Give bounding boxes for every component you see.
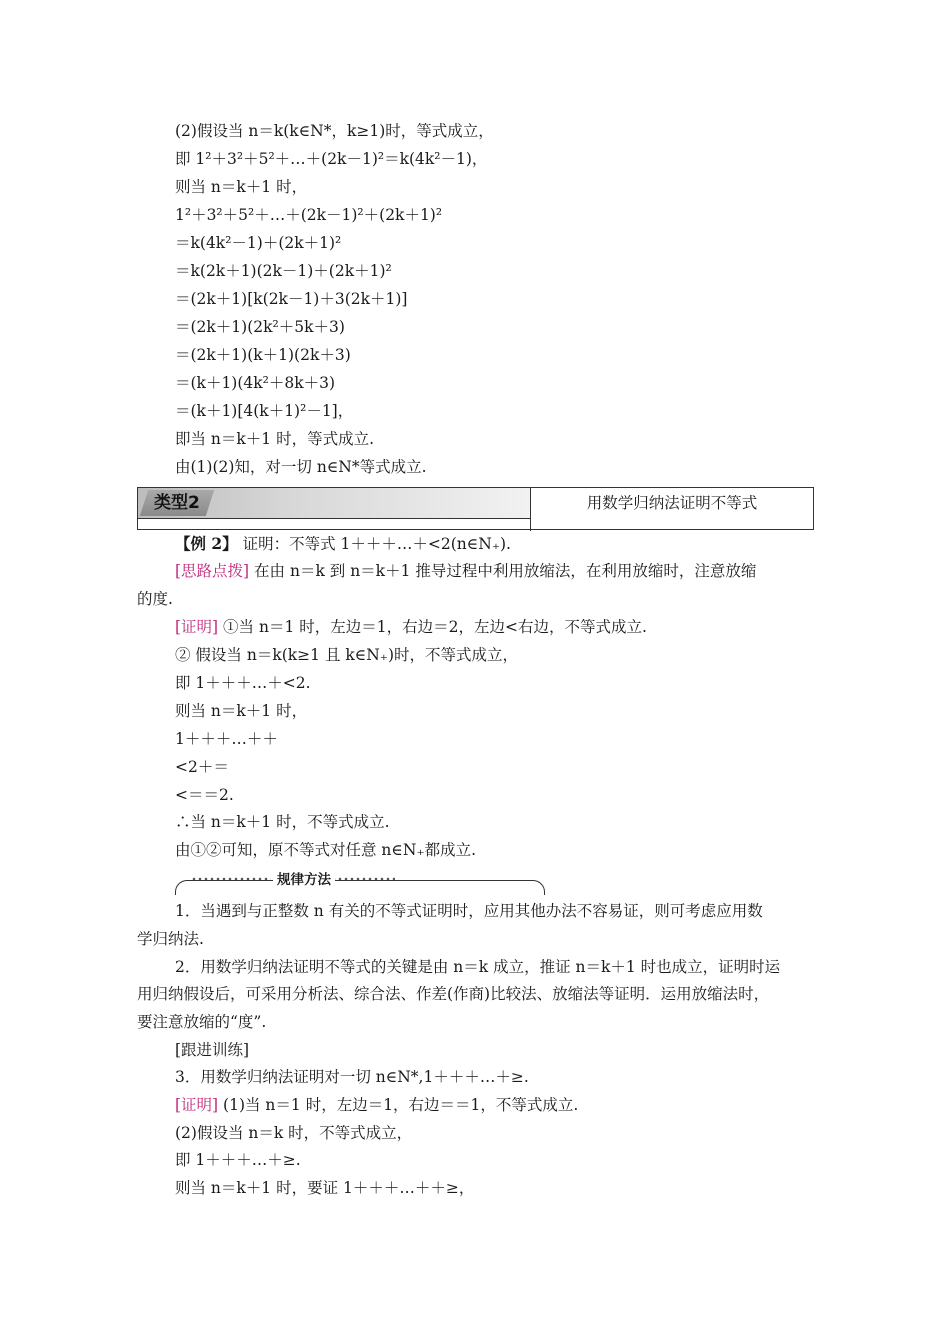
proof-line: ＝(2k＋1)(k＋1)(2k＋3) xyxy=(175,346,351,364)
method-item: 要注意放缩的“度”. xyxy=(137,1013,267,1031)
banner-title: 规律方法 xyxy=(273,871,335,889)
method-item: 用归纳假设后，可采用分析法、综合法、作差(作商)比较法、放缩法等证明．运用放缩法时， xyxy=(137,985,770,1003)
example-text: 证明：不等式 1＋＋＋…＋<2(n∈N₊). xyxy=(237,535,511,553)
proof-line: 则当 n＝k＋1 时， xyxy=(175,702,308,720)
proof-line: 即 1＋＋＋…＋≥. xyxy=(175,1151,301,1169)
section-title: 用数学归纳法证明不等式 xyxy=(586,494,758,512)
dots-decoration xyxy=(191,876,271,882)
proof-line: ∴当 n＝k＋1 时，不等式成立. xyxy=(175,813,390,831)
method-item: 学归纳法. xyxy=(137,930,204,948)
method-item: 2．用数学归纳法证明不等式的关键是由 n＝k 成立，推证 n＝k＋1 时也成立，证明时运 xyxy=(175,958,781,976)
hint-label: [思路点拨] xyxy=(175,562,250,580)
example-label: 【例 2】 xyxy=(175,534,238,553)
section-tab-text: 类型2 xyxy=(154,493,200,513)
proof-text: (1)当 n＝1 时，左边＝1，右边＝＝1，不等式成立. xyxy=(218,1096,579,1114)
proof-line: 即 1＋＋＋…＋<2. xyxy=(175,674,311,692)
method-banner xyxy=(175,871,545,895)
proof-line: <2＋＝ xyxy=(175,758,229,776)
section-tab-label xyxy=(140,490,214,516)
method-item: 1．当遇到与正整数 n 有关的不等式证明时，应用其他办法不容易证，则可考虑应用数 xyxy=(175,902,763,920)
proof-line: ＝(k＋1)(4k²＋8k＋3) xyxy=(175,374,336,392)
practice-proof-start xyxy=(175,1095,578,1115)
proof-line: ＝(2k＋1)[k(2k－1)＋3(2k＋1)] xyxy=(175,290,408,308)
proof-line: 由①②可知，原不等式对任意 n∈N₊都成立. xyxy=(175,841,477,859)
proof-line: 则当 n＝k＋1 时， xyxy=(175,178,308,196)
proof-line: (2)假设当 n＝k 时，不等式成立， xyxy=(175,1124,413,1142)
hint-text: 在由 n＝k 到 n＝k＋1 推导过程中利用放缩法，在利用放缩时，注意放缩 xyxy=(249,562,757,580)
proof-line: ＝(2k＋1)(2k²＋5k＋3) xyxy=(175,318,345,336)
proof-line: ＝k(2k＋1)(2k－1)＋(2k＋1)² xyxy=(175,262,392,280)
section-tab xyxy=(138,488,530,518)
proof-line: ＝k(4k²－1)＋(2k＋1)² xyxy=(175,234,342,252)
divider xyxy=(138,518,530,519)
proof-line: <＝＝2. xyxy=(175,786,234,804)
proof-line: 则当 n＝k＋1 时，要证 1＋＋＋…＋＋≥， xyxy=(175,1179,475,1197)
proof-line: 即 1²＋3²＋5²＋…＋(2k－1)²＝k(4k²－1)， xyxy=(175,150,488,168)
proof-line: 1＋＋＋…＋＋ xyxy=(175,730,278,748)
proof-label: [证明] xyxy=(175,618,219,636)
proof-start xyxy=(175,617,647,637)
example-statement xyxy=(175,534,511,554)
practice-heading: [跟进训练] xyxy=(175,1041,250,1059)
hint-line xyxy=(175,561,756,581)
dots-decoration xyxy=(331,876,395,882)
practice-question: 3．用数学归纳法证明对一切 n∈N*,1＋＋＋…＋≥. xyxy=(175,1068,529,1086)
proof-line: 由(1)(2)知，对一切 n∈N*等式成立. xyxy=(175,458,427,476)
proof-line: ② 假设当 n＝k(k≥1 且 k∈N₊)时，不等式成立， xyxy=(175,646,519,664)
banner-frame xyxy=(175,880,545,895)
proof-line: 即当 n＝k＋1 时，等式成立. xyxy=(175,430,375,448)
proof-line: ＝(k＋1)[4(k＋1)²－1]， xyxy=(175,402,354,420)
proof-text: ①当 n＝1 时，左边＝1，右边＝2，左边<右边，不等式成立. xyxy=(218,618,647,636)
proof-label: [证明] xyxy=(175,1096,219,1114)
section-header xyxy=(137,487,814,530)
proof-line: 1²＋3²＋5²＋…＋(2k－1)²＋(2k＋1)² xyxy=(175,206,443,224)
proof-line: (2)假设当 n＝k(k∈N*，k≥1)时，等式成立， xyxy=(175,122,494,140)
hint-cont: 的度. xyxy=(137,590,173,608)
